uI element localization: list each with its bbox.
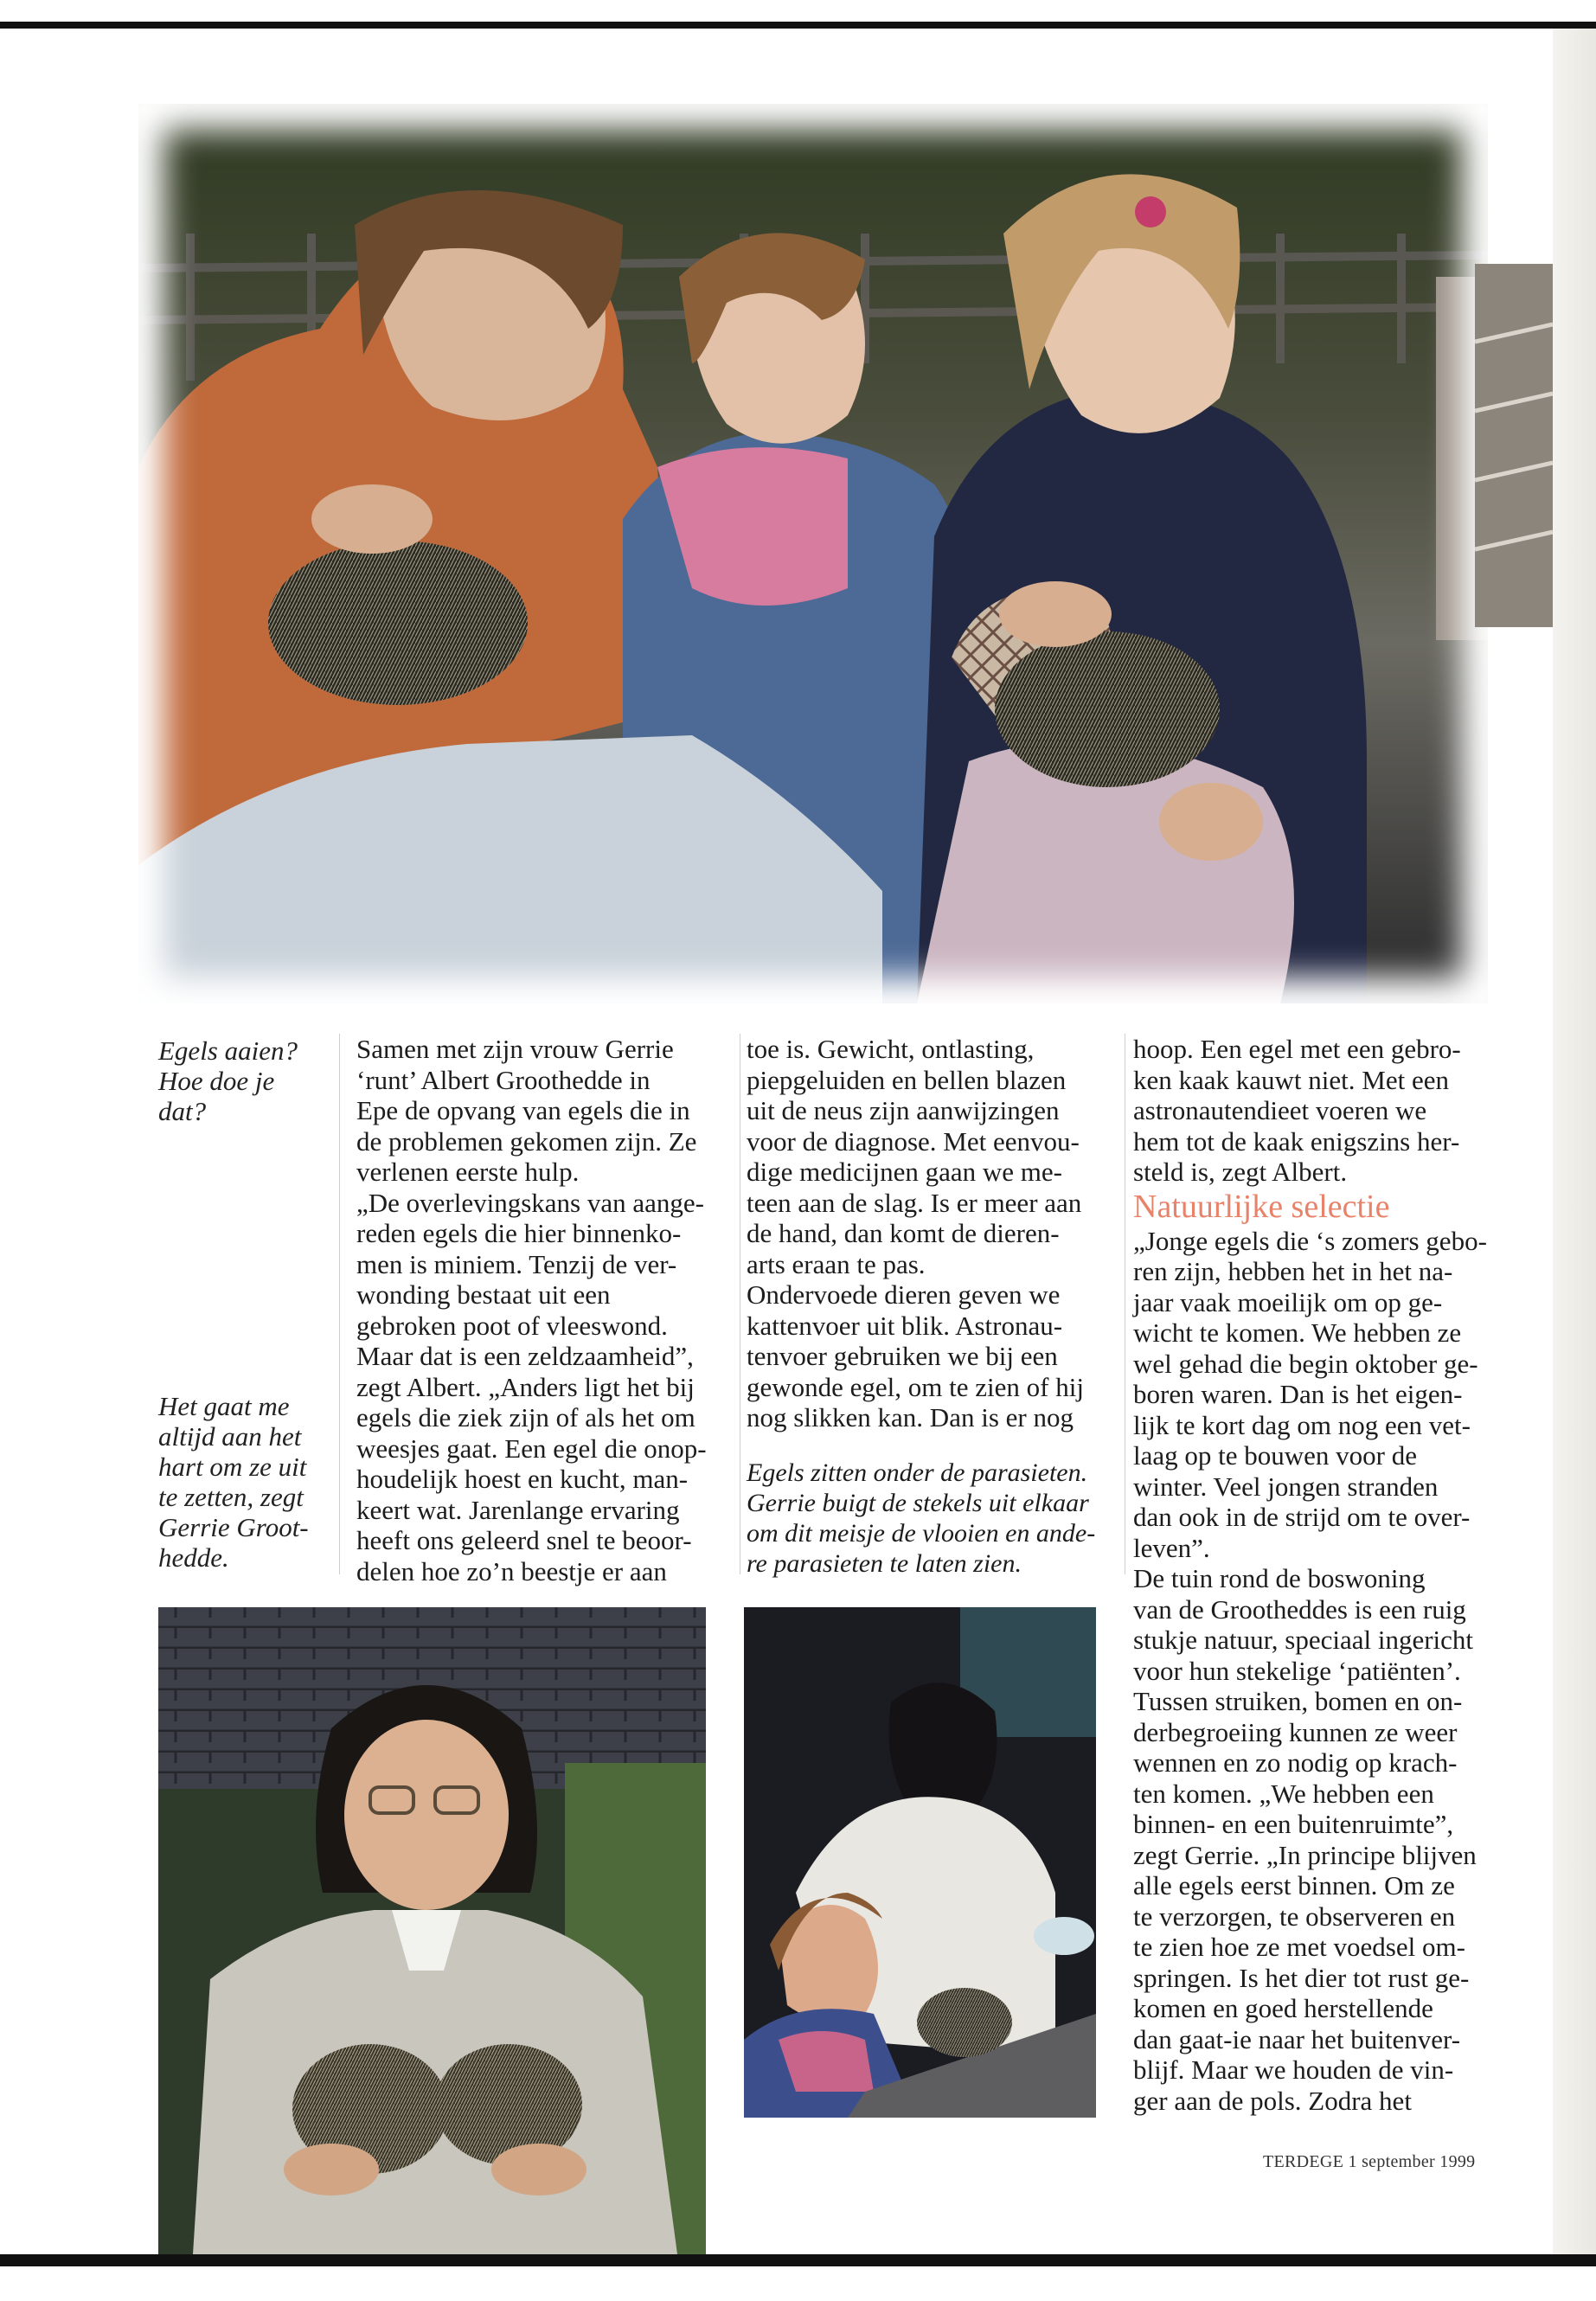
caption-line: Gerrie buigt de stekels uit elkaar bbox=[747, 1489, 1089, 1517]
text-line: dan gaat-ie naar het buitenver- bbox=[1133, 2023, 1461, 2054]
text-line: ken kaak kauwt niet. Met een bbox=[1133, 1064, 1449, 1095]
text-line: arts eraan te pas. bbox=[747, 1248, 926, 1279]
text-line: de problemen gekomen zijn. Ze bbox=[356, 1125, 697, 1157]
text-line: te verzorgen, te observeren en bbox=[1133, 1900, 1456, 1932]
bottom-rule bbox=[0, 2254, 1596, 2266]
photo-woman-holding-hedgehogs bbox=[158, 1607, 706, 2254]
text-line: leven”. bbox=[1133, 1532, 1210, 1563]
text-line: steld is, zegt Albert. bbox=[1133, 1157, 1348, 1187]
text-line: dige medicijnen gaan we me- bbox=[747, 1157, 1062, 1187]
text-line: Ondervoede dieren geven we bbox=[747, 1279, 1061, 1310]
text-line: winter. Veel jongen stranden bbox=[1133, 1471, 1439, 1502]
text-line: „De overlevingskans van aange- bbox=[356, 1187, 704, 1218]
text-line: komen en goed herstellende bbox=[1133, 1993, 1433, 2023]
text-line: binnen- en een buitenruimte”, bbox=[1133, 1809, 1454, 1839]
text-line: hoop. Een egel met een gebro- bbox=[1133, 1034, 1461, 1064]
text-line: jaar vaak moeilijk om op ge- bbox=[1133, 1286, 1443, 1317]
body-column-1 bbox=[356, 1034, 733, 1586]
text-line: Samen met zijn vrouw Gerrie bbox=[356, 1034, 674, 1064]
body-column-2 bbox=[747, 1034, 1118, 1433]
text-line: wennen en zo nodig op krach- bbox=[1133, 1747, 1458, 1778]
text-line: wonding bestaat uit een bbox=[356, 1279, 611, 1310]
photo-children-with-hedgehogs bbox=[138, 104, 1488, 1003]
text-line: springen. Is het dier tot rust ge- bbox=[1133, 1962, 1470, 1993]
text-line: hem tot de kaak enigszins her- bbox=[1133, 1125, 1460, 1157]
text-line: blijf. Maar we houden de vin- bbox=[1133, 2054, 1454, 2085]
text-line: men is miniem. Tenzij de ver- bbox=[356, 1248, 677, 1279]
sidebar-line: hedde. bbox=[158, 1542, 229, 1573]
sidebar-line: Egels aaien? bbox=[158, 1035, 298, 1066]
text-line: ‘runt’ Albert Groothedde in bbox=[356, 1064, 651, 1095]
text-line: weesjes gaat. Een egel die onop- bbox=[356, 1433, 707, 1464]
text-line: Epe de opvang van egels die in bbox=[356, 1095, 690, 1125]
sidebar-line: Hoe doe je bbox=[158, 1066, 275, 1096]
text-line: heeft ons geleerd snel te beoor- bbox=[356, 1525, 692, 1555]
text-line: lijk te kort dag om nog een vet- bbox=[1133, 1409, 1471, 1440]
page-edge-strip bbox=[1553, 29, 1596, 2254]
text-line: laag op te bouwen voor de bbox=[1133, 1440, 1417, 1471]
text-line: voor hun stekelige ‘patiënten’. bbox=[1133, 1655, 1461, 1686]
text-line: verlenen eerste hulp. bbox=[356, 1157, 580, 1187]
text-line: wicht te komen. We hebben ze bbox=[1133, 1317, 1462, 1348]
text-line: ger aan de pols. Zodra het bbox=[1133, 2085, 1412, 2116]
sidebar-question bbox=[158, 1035, 314, 1126]
sidebar-line: Het gaat me bbox=[158, 1391, 290, 1421]
column-divider bbox=[339, 1034, 340, 1574]
sidebar-quote bbox=[158, 1391, 323, 1573]
text-line: boren waren. Dan is het eigen- bbox=[1133, 1379, 1463, 1409]
text-line: van de Grootheddes is een ruig bbox=[1133, 1593, 1466, 1625]
text-line: derbegroeiing kunnen ze weer bbox=[1133, 1716, 1458, 1747]
caption-line: re parasieten te laten zien. bbox=[747, 1549, 1022, 1578]
text-line: uit de neus zijn aanwijzingen bbox=[747, 1095, 1060, 1125]
photo-caption-girl bbox=[747, 1458, 1118, 1579]
text-line: reden egels die hier binnenko- bbox=[356, 1218, 682, 1248]
text-line: dan ook in de strijd om te over- bbox=[1133, 1502, 1471, 1532]
text-line: stukje natuur, speciaal ingericht bbox=[1133, 1625, 1474, 1655]
text-line: Tussen struiken, bomen en on- bbox=[1133, 1686, 1463, 1716]
text-line: piepgeluiden en bellen blazen bbox=[747, 1064, 1067, 1095]
sidebar-line: Gerrie Groot- bbox=[158, 1512, 309, 1542]
text-line: De tuin rond de boswoning bbox=[1133, 1563, 1426, 1593]
text-line: kattenvoer uit blik. Astronau- bbox=[747, 1310, 1063, 1341]
text-line: teen aan de slag. Is er meer aan bbox=[747, 1187, 1082, 1218]
text-line: ten komen. „We hebben een bbox=[1133, 1778, 1434, 1809]
text-line: houdelijk hoest en kucht, man- bbox=[356, 1464, 689, 1494]
text-line: ren zijn, hebben het in het na- bbox=[1133, 1256, 1453, 1286]
caption-line: om dit meisje de vlooien en ande- bbox=[747, 1519, 1096, 1548]
text-line: alle egels eerst binnen. Om ze bbox=[1133, 1870, 1455, 1900]
top-rule bbox=[0, 22, 1596, 29]
page-folio: TERDEGE 1 september 1999 bbox=[1263, 2152, 1476, 2171]
text-line: keert wat. Jarenlange ervaring bbox=[356, 1494, 680, 1525]
sidebar-line: te zetten, zegt bbox=[158, 1482, 304, 1512]
photo-building-edge bbox=[1475, 264, 1553, 627]
text-line: nog slikken kan. Dan is er nog bbox=[747, 1402, 1074, 1433]
sidebar-line: altijd aan het bbox=[158, 1421, 302, 1452]
text-line: astronautendieet voeren we bbox=[1133, 1095, 1427, 1125]
sidebar-line: hart om ze uit bbox=[158, 1452, 307, 1482]
text-line: te zien hoe ze met voedsel om- bbox=[1133, 1932, 1465, 1962]
text-line: wel gehad die begin oktober ge- bbox=[1133, 1348, 1478, 1379]
text-line: zegt Gerrie. „In principe blijven bbox=[1133, 1839, 1477, 1870]
text-line: gebroken poot of vleeswond. bbox=[356, 1310, 668, 1341]
text-line: delen hoe zo’n beestje er aan bbox=[356, 1555, 667, 1586]
text-line: „Jonge egels die ‘s zomers gebo- bbox=[1133, 1225, 1487, 1256]
section-heading: Natuurlijke selectie bbox=[1133, 1188, 1390, 1225]
sidebar-line: dat? bbox=[158, 1096, 207, 1126]
photo-girl-with-hedgehog bbox=[744, 1607, 1096, 2118]
text-line: gewonde egel, om te zien of hij bbox=[747, 1371, 1084, 1402]
text-line: egels die ziek zijn of als het om bbox=[356, 1402, 695, 1433]
body-column-3 bbox=[1133, 1034, 1492, 2116]
text-line: de hand, dan komt de dieren- bbox=[747, 1218, 1060, 1248]
text-line: tenvoer gebruiken we bij een bbox=[747, 1341, 1058, 1371]
text-line: Maar dat is een zeldzaamheid”, bbox=[356, 1341, 694, 1371]
text-line: toe is. Gewicht, ontlasting, bbox=[747, 1034, 1035, 1064]
text-line: voor de diagnose. Met eenvou- bbox=[747, 1125, 1080, 1157]
text-line: zegt Albert. „Anders ligt het bij bbox=[356, 1371, 695, 1402]
caption-line: Egels zitten onder de parasieten. bbox=[747, 1458, 1088, 1487]
